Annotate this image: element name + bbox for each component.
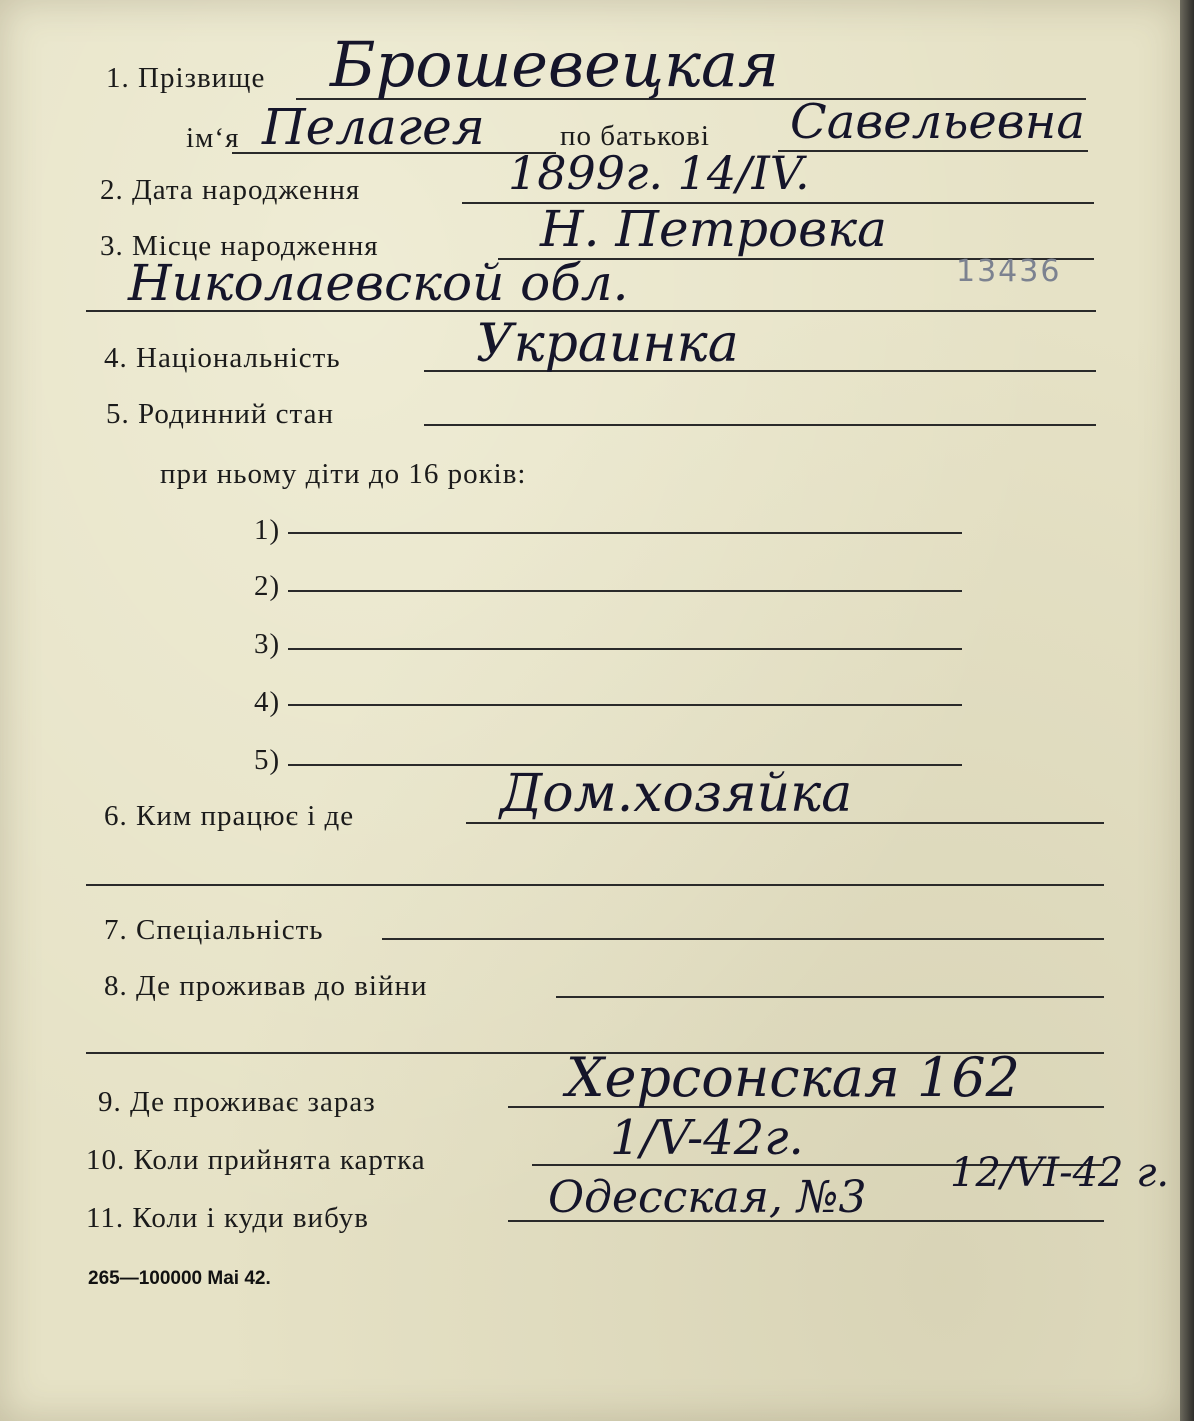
marital-status-label: 5. Родинний стан [106,398,334,430]
prewar-residence-line [556,996,1104,998]
departure-place-value: Одесская, №3 [548,1172,867,1223]
name-label: ім‘я [186,122,240,154]
child-2-label: 2) [254,570,281,602]
child-1-line [288,532,962,534]
print-code: 265—100000 Mai 42. [88,1268,271,1289]
birth-place-value-1: Н. Петровка [540,200,887,258]
card-edge [1180,0,1194,1421]
child-3-line [288,648,962,650]
occupation-value: Дом.хозяйка [500,764,853,824]
occupation-line-2 [86,884,1104,886]
patronymic-label: по батькові [560,120,710,152]
birth-place-value-2: Николаевской обл. [128,254,629,312]
patronymic-value: Савельевна [790,94,1085,150]
child-1-label: 1) [254,514,281,546]
specialty-label: 7. Спеціальність [104,914,324,946]
departure-date-value: 12/VI-42 г. [950,1150,1170,1196]
surname-value: Брошевецкая [330,28,780,101]
specialty-line [382,938,1104,940]
surname-label: 1. Прізвище [106,62,266,94]
card-date-label: 10. Коли прийнята картка [86,1144,426,1176]
departure-label: 11. Коли і куди вибув [86,1202,369,1234]
child-5-label: 5) [254,744,281,776]
name-value: Пелагея [262,98,485,156]
prewar-residence-label: 8. Де проживав до війни [104,970,428,1002]
children-label: при ньому діти до 16 років: [160,458,527,490]
birth-place-label: 3. Місце народження [100,230,379,262]
current-residence-value: Херсонская 162 [566,1046,1020,1109]
patronymic-line [778,150,1088,152]
child-4-line [288,704,962,706]
occupation-label: 6. Ким працює і де [104,800,355,832]
current-residence-label: 9. Де проживає зараз [98,1086,376,1118]
birth-date-value: 1899г. 14/IV. [508,146,810,200]
nationality-value: Украинка [476,314,739,374]
child-4-label: 4) [254,686,281,718]
stamp-number: 13436 [956,254,1062,289]
child-2-line [288,590,962,592]
birth-date-label: 2. Дата народження [100,174,361,206]
child-3-label: 3) [254,628,281,660]
card-date-value: 1/V-42г. [610,1110,804,1166]
nationality-label: 4. Національність [104,342,341,374]
marital-status-line [424,424,1096,426]
